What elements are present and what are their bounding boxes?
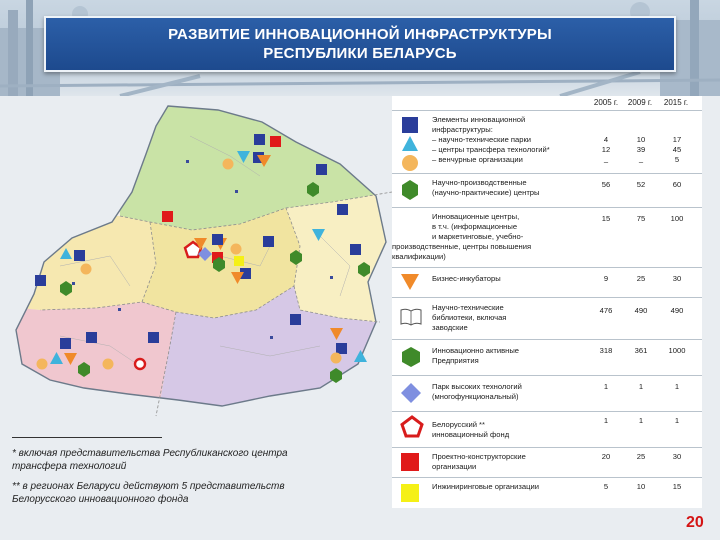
value-2005: 318 bbox=[599, 346, 613, 355]
row-label bbox=[432, 178, 592, 198]
row-label bbox=[392, 212, 592, 262]
footnote-1 bbox=[12, 447, 388, 473]
table-row bbox=[392, 208, 702, 268]
triangle-orange-icon bbox=[400, 273, 420, 291]
legend-table bbox=[392, 96, 702, 508]
value-2005: 1 bbox=[603, 382, 609, 391]
row-label-line: инфраструктуры: bbox=[432, 125, 493, 134]
row-label bbox=[432, 346, 592, 366]
table-row bbox=[392, 376, 702, 412]
value-2015: 60 bbox=[672, 180, 682, 189]
value-2009-parks: 10 bbox=[636, 135, 646, 144]
triangle-cyan-icon bbox=[402, 136, 418, 151]
row-label-line: квалификации) bbox=[392, 252, 446, 261]
row-label bbox=[432, 115, 592, 165]
row-label bbox=[432, 303, 592, 333]
row-label-line: (многофункциональный) bbox=[432, 392, 519, 401]
square-red-icon bbox=[400, 452, 420, 472]
map-square-blue bbox=[74, 250, 85, 261]
map-square-yellow bbox=[234, 256, 244, 266]
value-2005: 5 bbox=[603, 482, 609, 491]
value-2005-transfer: 12 bbox=[601, 145, 611, 154]
book-icon bbox=[400, 308, 422, 326]
footnote-2 bbox=[12, 480, 388, 506]
value-2015: 1 bbox=[674, 416, 680, 425]
value-2005: 1 bbox=[603, 416, 609, 425]
row-label-line: Научно-производственные bbox=[432, 178, 527, 187]
value-2009: 25 bbox=[636, 452, 646, 461]
row-label bbox=[432, 452, 592, 472]
row-label-line: – центры трансфера технологий* bbox=[432, 145, 550, 154]
row-label-line: библиотеки, включая bbox=[432, 313, 507, 322]
square-blue-icon bbox=[402, 117, 418, 133]
column-header-2015: 2015 г. bbox=[663, 98, 689, 107]
map-square-blue bbox=[35, 275, 46, 286]
circle-orange-icon bbox=[402, 155, 418, 171]
table-row bbox=[392, 412, 702, 448]
value-2009: 1 bbox=[638, 382, 644, 391]
row-label bbox=[432, 420, 592, 440]
row-label-line: Элементы инновационной bbox=[432, 115, 526, 124]
value-2005: 476 bbox=[599, 306, 613, 315]
footnote-rule bbox=[12, 437, 162, 438]
map-square-blue bbox=[212, 234, 223, 245]
footnote-2-line-2: Белорусского инновационного фонда bbox=[12, 494, 189, 505]
row-label-line: (научно-практические) центры bbox=[432, 188, 540, 197]
value-2009: 10 bbox=[636, 482, 646, 491]
table-row bbox=[392, 174, 702, 208]
map-square-blue bbox=[337, 204, 348, 215]
diamond-lilac-icon bbox=[400, 382, 422, 404]
row-label-line: производственные, центры повышения bbox=[392, 242, 532, 251]
map-circle-orange bbox=[331, 353, 342, 364]
brest-region bbox=[0, 302, 176, 426]
row-label bbox=[432, 382, 592, 402]
pentagon-red-icon bbox=[400, 415, 424, 439]
table-row bbox=[392, 448, 702, 478]
footnote-1-line-2: трансфера технологий bbox=[12, 461, 127, 472]
row-label-line: Проектно-конструкторские bbox=[432, 452, 526, 461]
row-label bbox=[432, 482, 592, 492]
row-label-line: Предприятия bbox=[432, 356, 479, 365]
map-square-blue bbox=[350, 244, 361, 255]
column-headers bbox=[392, 96, 702, 111]
table-row bbox=[392, 298, 702, 340]
row-label-line: Бизнес-инкубаторы bbox=[432, 274, 501, 283]
table-row bbox=[392, 478, 702, 508]
row-label bbox=[432, 274, 592, 284]
value-2009: 52 bbox=[636, 180, 646, 189]
footnote-2-line-1: ** в регионах Беларуси действуют 5 представительств bbox=[12, 481, 285, 492]
table-row bbox=[392, 268, 702, 298]
row-label-line: заводские bbox=[432, 323, 468, 332]
row-label-line: Научно-технические bbox=[432, 303, 504, 312]
hexagon-green-icon bbox=[400, 346, 422, 368]
value-2015: 1 bbox=[674, 382, 680, 391]
value-2015-transfer: 45 bbox=[672, 145, 682, 154]
row-label-line: Белорусский ** bbox=[432, 420, 485, 429]
map-square-blue bbox=[263, 236, 274, 247]
value-2009: 75 bbox=[636, 214, 646, 223]
value-2015: 100 bbox=[670, 214, 684, 223]
row-label-line: Инновационные центры, bbox=[432, 212, 520, 221]
title-line-1: РАЗВИТИЕ ИННОВАЦИОННОЙ ИНФРАСТРУКТУРЫ bbox=[168, 26, 552, 43]
value-2015: 1000 bbox=[668, 346, 686, 355]
value-2009: 490 bbox=[634, 306, 648, 315]
infrastructure-symbols bbox=[400, 117, 420, 173]
map-circle-orange bbox=[81, 264, 92, 275]
value-2005-parks: 4 bbox=[603, 135, 609, 144]
value-2009: 1 bbox=[638, 416, 644, 425]
column-header-2005: 2005 г. bbox=[593, 98, 619, 107]
table-row bbox=[392, 111, 702, 174]
map-circle-orange bbox=[223, 159, 234, 170]
row-label-line: Инжиниринговые организации bbox=[432, 482, 539, 491]
value-2005-venture: – bbox=[603, 157, 609, 166]
title-banner bbox=[44, 16, 676, 72]
value-2005: 9 bbox=[603, 274, 609, 283]
value-2015: 15 bbox=[672, 482, 682, 491]
value-2005: 15 bbox=[601, 214, 611, 223]
value-2015-venture: 5 bbox=[674, 155, 680, 164]
row-label-line: – научно-технические парки bbox=[432, 135, 532, 144]
value-2009: 25 bbox=[636, 274, 646, 283]
row-label-line: Инновационно активные bbox=[432, 346, 520, 355]
value-2009: 361 bbox=[634, 346, 648, 355]
page-number: 20 bbox=[686, 514, 704, 531]
grodno-region bbox=[0, 216, 156, 310]
map-pentagon-ring bbox=[135, 359, 145, 369]
map-square-blue bbox=[336, 343, 347, 354]
belarus-map bbox=[0, 96, 392, 426]
footnote-1-line-1: * включая представительства Республиканского центра bbox=[12, 448, 288, 459]
map-square-blue bbox=[290, 314, 301, 325]
map-square-blue bbox=[316, 164, 327, 175]
row-label-line: Парк высоких технологий bbox=[432, 382, 522, 391]
map-square-blue bbox=[148, 332, 159, 343]
value-2015-parks: 17 bbox=[672, 135, 682, 144]
row-label-line: – венчурные организации bbox=[432, 155, 523, 164]
table-row bbox=[392, 340, 702, 376]
value-2009-transfer: 39 bbox=[636, 145, 646, 154]
row-label-line: и маркетинговые, учебно- bbox=[432, 232, 524, 241]
row-label-line: в т.ч. (информационные bbox=[432, 222, 518, 231]
value-2005: 20 bbox=[601, 452, 611, 461]
value-2015: 30 bbox=[672, 452, 682, 461]
map-square-red bbox=[270, 136, 281, 147]
square-yellow-icon bbox=[400, 483, 420, 503]
map-square-blue bbox=[86, 332, 97, 343]
hexagon-green-icon bbox=[400, 180, 420, 200]
map-circle-orange bbox=[231, 244, 242, 255]
value-2009-venture: – bbox=[638, 157, 644, 166]
map-circle-orange bbox=[103, 359, 114, 370]
value-2015: 490 bbox=[670, 306, 684, 315]
row-label-line: инновационный фонд bbox=[432, 430, 510, 439]
map-square-blue bbox=[254, 134, 265, 145]
map-circle-orange bbox=[37, 359, 48, 370]
column-header-2009: 2009 г. bbox=[627, 98, 653, 107]
map-square-red bbox=[162, 211, 173, 222]
map-square-blue bbox=[60, 338, 71, 349]
title-line-2: РЕСПУБЛИКИ БЕЛАРУСЬ bbox=[263, 45, 457, 62]
row-label-line: организации bbox=[432, 462, 477, 471]
value-2005: 56 bbox=[601, 180, 611, 189]
value-2015: 30 bbox=[672, 274, 682, 283]
